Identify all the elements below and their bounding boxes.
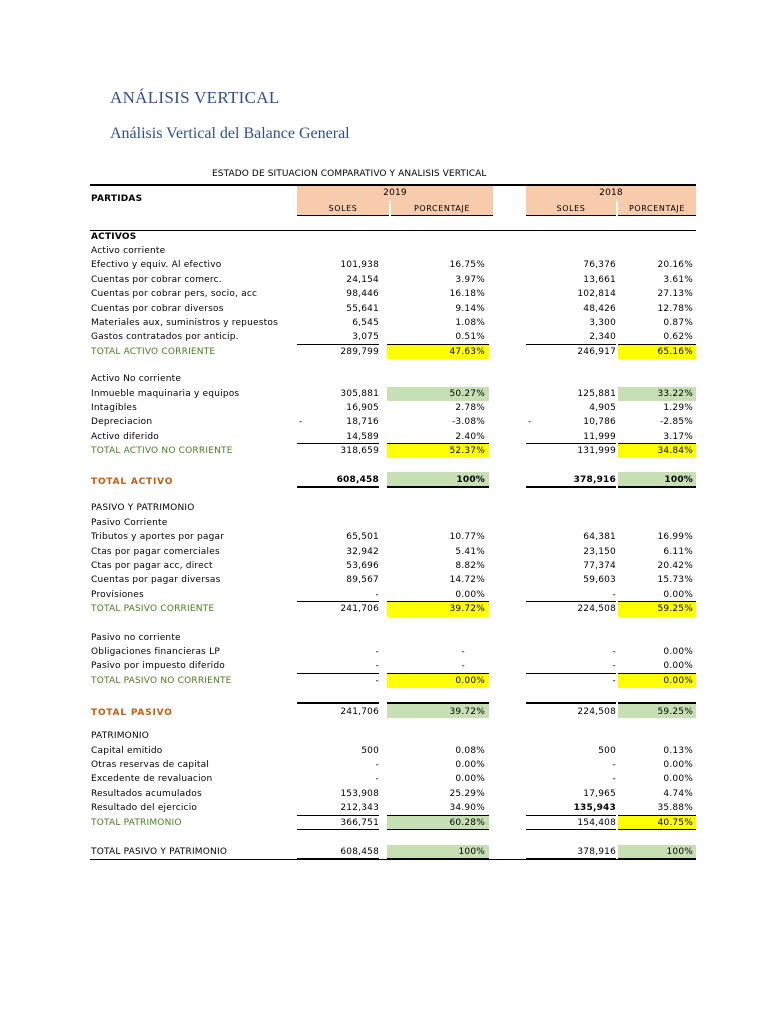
pct-2018: 20.42% <box>657 561 693 572</box>
grand-total-row <box>90 845 696 859</box>
pct-2018: 15.73% <box>657 575 693 586</box>
table-row <box>90 258 696 272</box>
pct-2018: 16.99% <box>657 532 693 543</box>
soles-2019: 366,751 <box>297 816 379 830</box>
pct-2019: - <box>461 646 465 657</box>
row-label: Provisiones <box>91 589 144 600</box>
pct-2018: 27.13% <box>657 289 693 300</box>
soles-2018: 131,999 <box>577 446 616 457</box>
total-pasivo-corriente-label: TOTAL PASIVO CORRIENTE <box>91 604 215 615</box>
soles-2018: 13,661 <box>583 274 616 285</box>
table-row <box>90 287 696 301</box>
row-label: Ctas por pagar acc, direct <box>91 561 213 572</box>
total-row <box>90 444 696 458</box>
soles-2019: 3,075 <box>297 330 379 344</box>
row-label: Excedente de revaluacion <box>91 774 213 785</box>
row-label: Cuentas por pagar diversas <box>91 575 221 586</box>
pct-2018: 33.22% <box>618 387 696 401</box>
activo-no-corriente-label: Activo No corriente <box>91 374 182 385</box>
balance-table <box>90 184 696 859</box>
table-row <box>90 559 696 573</box>
table-row <box>90 430 696 444</box>
table-row <box>90 744 696 758</box>
negative-sign-2019: - <box>299 417 303 428</box>
partidas-header: PARTIDAS <box>91 194 143 204</box>
soles-2019: - <box>375 759 379 770</box>
row-label: Efectivo y equiv. Al efectivo <box>91 260 222 271</box>
total-pasivo-no-corriente-label: TOTAL PASIVO NO CORRIENTE <box>91 675 232 686</box>
pct-2019: 9.14% <box>455 303 485 314</box>
soles-2019: - <box>375 675 379 686</box>
pct-2019: 60.28% <box>387 816 489 830</box>
soles-2018: 224,508 <box>526 702 616 718</box>
porcentaje-2018-header: PORCENTAJE <box>618 201 696 216</box>
pct-2019: 0.00% <box>387 674 489 688</box>
year-2019-header: 2019 <box>297 186 493 201</box>
total-row <box>90 472 696 488</box>
pct-2018: 6.11% <box>663 546 693 557</box>
soles-2019-header: SOLES <box>297 201 389 216</box>
table-row <box>90 273 696 287</box>
soles-2019: 53,696 <box>346 561 379 572</box>
pasivo-corriente-label: Pasivo Corriente <box>91 517 168 528</box>
total-row <box>90 602 696 616</box>
row-label: Intagibles <box>91 402 138 413</box>
soles-2019: - <box>375 646 379 657</box>
total-activo-label: TOTAL ACTIVO <box>91 477 174 488</box>
pct-2019: 0.00% <box>387 588 489 602</box>
pct-2018: 59.25% <box>618 702 696 718</box>
total-row <box>90 345 696 359</box>
soles-2019: 305,881 <box>340 388 379 399</box>
soles-2019: 32,942 <box>346 546 379 557</box>
pct-2018: 0.00% <box>663 646 693 657</box>
pct-2018: 0.00% <box>618 674 696 688</box>
pct-2019: 0.00% <box>455 774 485 785</box>
soles-2018: 10,786 <box>583 417 616 428</box>
soles-2019: - <box>297 588 379 602</box>
soles-2018: 77,374 <box>583 561 616 572</box>
soles-2019: 318,659 <box>340 446 379 457</box>
total-activo-corriente-label: TOTAL ACTIVO CORRIENTE <box>91 346 216 357</box>
total-row <box>90 674 696 688</box>
table-row <box>90 801 696 815</box>
table-row <box>90 787 696 801</box>
row-label: Cuentas por cobrar diversos <box>91 303 224 314</box>
row-label: Depreciacion <box>91 417 153 428</box>
pct-2019: 14.72% <box>449 575 485 586</box>
soles-2018: 17,965 <box>583 788 616 799</box>
pct-2019: 0.08% <box>455 745 485 756</box>
soles-2018: 64,381 <box>583 532 616 543</box>
pct-2019: 34.90% <box>387 801 489 815</box>
row-label: Obligaciones financieras LP <box>91 646 220 657</box>
soles-2019: 6,545 <box>352 317 379 328</box>
header-row-columns <box>90 201 696 216</box>
row-label: Cuentas por cobrar pers, socio, acc <box>91 289 258 300</box>
pct-2019: 16.75% <box>449 260 485 271</box>
soles-2018: - <box>612 646 616 657</box>
pct-2018: 3.61% <box>663 274 693 285</box>
soles-2018: 154,408 <box>526 816 616 830</box>
total-pasivo-patrimonio-label: TOTAL PASIVO Y PATRIMONIO <box>91 846 228 857</box>
pct-2018: 0.87% <box>663 317 693 328</box>
bottom-rule <box>90 859 696 860</box>
soles-2018: - <box>526 588 616 602</box>
soles-2018: 135,943 <box>526 801 616 815</box>
soles-2018: 23,150 <box>583 546 616 557</box>
soles-2019: 608,458 <box>297 472 379 488</box>
soles-2018: 59,603 <box>583 575 616 586</box>
table-row <box>90 302 696 316</box>
soles-2019: 608,458 <box>297 845 379 859</box>
pct-2018: 1.29% <box>663 402 693 413</box>
activos-heading: ACTIVOS <box>91 232 137 242</box>
pct-2019: 47.63% <box>387 345 489 359</box>
pasivo-patrimonio-heading: PASIVO Y PATRIMONIO <box>91 503 195 514</box>
total-activo-no-corriente-label: TOTAL ACTIVO NO CORRIENTE <box>91 446 233 457</box>
soles-2019: 55,641 <box>346 303 379 314</box>
pct-2019: 0.51% <box>387 330 489 344</box>
header-row-years <box>90 184 696 204</box>
soles-2018: 76,376 <box>583 260 616 271</box>
table-row <box>90 588 696 602</box>
soles-2018: 246,917 <box>577 346 616 357</box>
table-row <box>90 415 696 429</box>
pct-2019: 2.40% <box>387 430 489 444</box>
table-row <box>90 772 696 786</box>
pct-2018: 0.62% <box>618 330 696 344</box>
pct-2019: -3.08% <box>451 417 485 428</box>
page-subtitle: Análisis Vertical del Balance General <box>110 125 350 142</box>
soles-2018: 102,814 <box>577 289 616 300</box>
table-row <box>90 330 696 344</box>
table-row <box>90 387 696 401</box>
row-label: Gastos contratados por anticip. <box>91 332 239 343</box>
pct-2019: 3.97% <box>455 274 485 285</box>
activo-corriente-label: Activo corriente <box>91 246 166 256</box>
porcentaje-2019-header: PORCENTAJE <box>391 201 493 216</box>
pct-2018: 0.00% <box>618 588 696 602</box>
soles-2019: 89,567 <box>346 575 379 586</box>
soles-2019: 212,343 <box>297 801 379 815</box>
soles-2018: - <box>612 759 616 770</box>
soles-2019: 101,938 <box>340 260 379 271</box>
soles-2018: 11,999 <box>526 430 616 444</box>
pct-2018: 40.75% <box>618 816 696 830</box>
soles-2019: 18,716 <box>346 417 379 428</box>
pct-2018: 3.17% <box>618 430 696 444</box>
pct-2018: -2.85% <box>659 417 693 428</box>
soles-2018: 48,426 <box>583 303 616 314</box>
soles-2019: 289,799 <box>340 346 379 357</box>
pct-2018: 0.00% <box>618 659 696 673</box>
pct-2019: 0.00% <box>455 759 485 770</box>
table-row <box>90 573 696 587</box>
soles-2018: 378,916 <box>526 472 616 488</box>
total-pasivo-label: TOTAL PASIVO <box>91 708 173 719</box>
pct-2019: 2.78% <box>455 402 485 413</box>
pct-2018: 12.78% <box>657 303 693 314</box>
row-label: Cuentas por cobrar comerc. <box>91 274 222 285</box>
total-row <box>90 816 696 830</box>
pct-2019: - <box>387 659 489 673</box>
pct-2019: 39.72% <box>387 702 489 718</box>
pct-2019: 39.72% <box>387 602 489 616</box>
soles-2019: - <box>297 659 379 673</box>
row-label: Otras reservas de capital <box>91 759 210 770</box>
row-label: Capital emitido <box>91 745 163 756</box>
soles-2019: 98,446 <box>346 289 379 300</box>
soles-2018: 2,340 <box>526 330 616 344</box>
pct-2018: 100% <box>618 845 696 859</box>
pct-2019: 8.82% <box>455 561 485 572</box>
patrimonio-heading: PATRIMONIO <box>91 731 150 742</box>
soles-2019: 16,905 <box>346 402 379 413</box>
pct-2018: 0.00% <box>663 774 693 785</box>
pct-2019: 16.18% <box>449 289 485 300</box>
table-row <box>90 545 696 559</box>
pct-2018: 0.00% <box>663 759 693 770</box>
soles-2019: 24,154 <box>346 274 379 285</box>
pct-2018: 4.74% <box>663 788 693 799</box>
row-label: Tributos y aportes por pagar <box>91 532 225 543</box>
pct-2019: 100% <box>387 845 489 859</box>
negative-sign-2018: - <box>528 417 532 428</box>
soles-2019: - <box>375 774 379 785</box>
total-row <box>90 702 696 718</box>
table-row <box>90 758 696 772</box>
soles-2019: 241,706 <box>340 604 379 615</box>
soles-2019: 500 <box>361 745 379 756</box>
row-label: Activo diferido <box>91 431 160 442</box>
soles-2018: 224,508 <box>577 604 616 615</box>
row-label: Inmueble maquinaria y equipos <box>91 388 240 399</box>
pasivo-no-corriente-label: Pasivo no corriente <box>91 632 181 643</box>
soles-2018: 378,916 <box>526 845 616 859</box>
pct-2019: 100% <box>387 472 489 488</box>
row-label: Ctas por pagar comerciales <box>91 546 220 557</box>
table-row <box>90 530 696 544</box>
row-label: Pasivo por impuesto diferido <box>91 661 225 672</box>
pct-2019: 50.27% <box>387 387 489 401</box>
row-label: Materiales aux, suministros y repuestos <box>91 317 278 328</box>
soles-2018: 4,905 <box>589 402 616 413</box>
pct-2019: 5.41% <box>455 546 485 557</box>
year-2018-header: 2018 <box>526 186 696 201</box>
soles-2018: 125,881 <box>577 388 616 399</box>
pct-2018: 100% <box>618 472 696 488</box>
soles-2018: 3,300 <box>589 317 616 328</box>
table-row <box>90 645 696 659</box>
table-title: ESTADO DE SITUACION COMPARATIVO Y ANALISIS VERTICAL <box>212 169 487 179</box>
soles-2018: - <box>612 675 616 686</box>
pct-2018: 35.88% <box>618 801 696 815</box>
soles-2018-header: SOLES <box>526 201 616 216</box>
pct-2018: 59.25% <box>618 602 696 616</box>
pct-2018: 20.16% <box>657 260 693 271</box>
pct-2018: 34.84% <box>618 444 696 458</box>
soles-2018: - <box>612 774 616 785</box>
pct-2018: 0.13% <box>663 745 693 756</box>
total-patrimonio-label: TOTAL PATRIMONIO <box>91 817 182 828</box>
table-row <box>90 659 696 673</box>
pct-2019: 25.29% <box>449 788 485 799</box>
soles-2019: 153,908 <box>340 788 379 799</box>
pct-2019: 52.37% <box>387 444 489 458</box>
row-label: Resultado del ejercicio <box>91 803 198 814</box>
table-row <box>90 401 696 415</box>
soles-2018: - <box>526 659 616 673</box>
page-title: ANÁLISIS VERTICAL <box>110 88 280 107</box>
soles-2019: 14,589 <box>297 430 379 444</box>
table-row <box>90 316 696 330</box>
pct-2018: 65.16% <box>618 345 696 359</box>
soles-2018: 500 <box>598 745 616 756</box>
row-label: Resultados acumulados <box>91 788 202 799</box>
soles-2019: 65,501 <box>346 532 379 543</box>
soles-2019: 241,706 <box>297 702 379 718</box>
pct-2019: 10.77% <box>449 532 485 543</box>
header-separator <box>90 216 696 231</box>
pct-2019: 1.08% <box>455 317 485 328</box>
